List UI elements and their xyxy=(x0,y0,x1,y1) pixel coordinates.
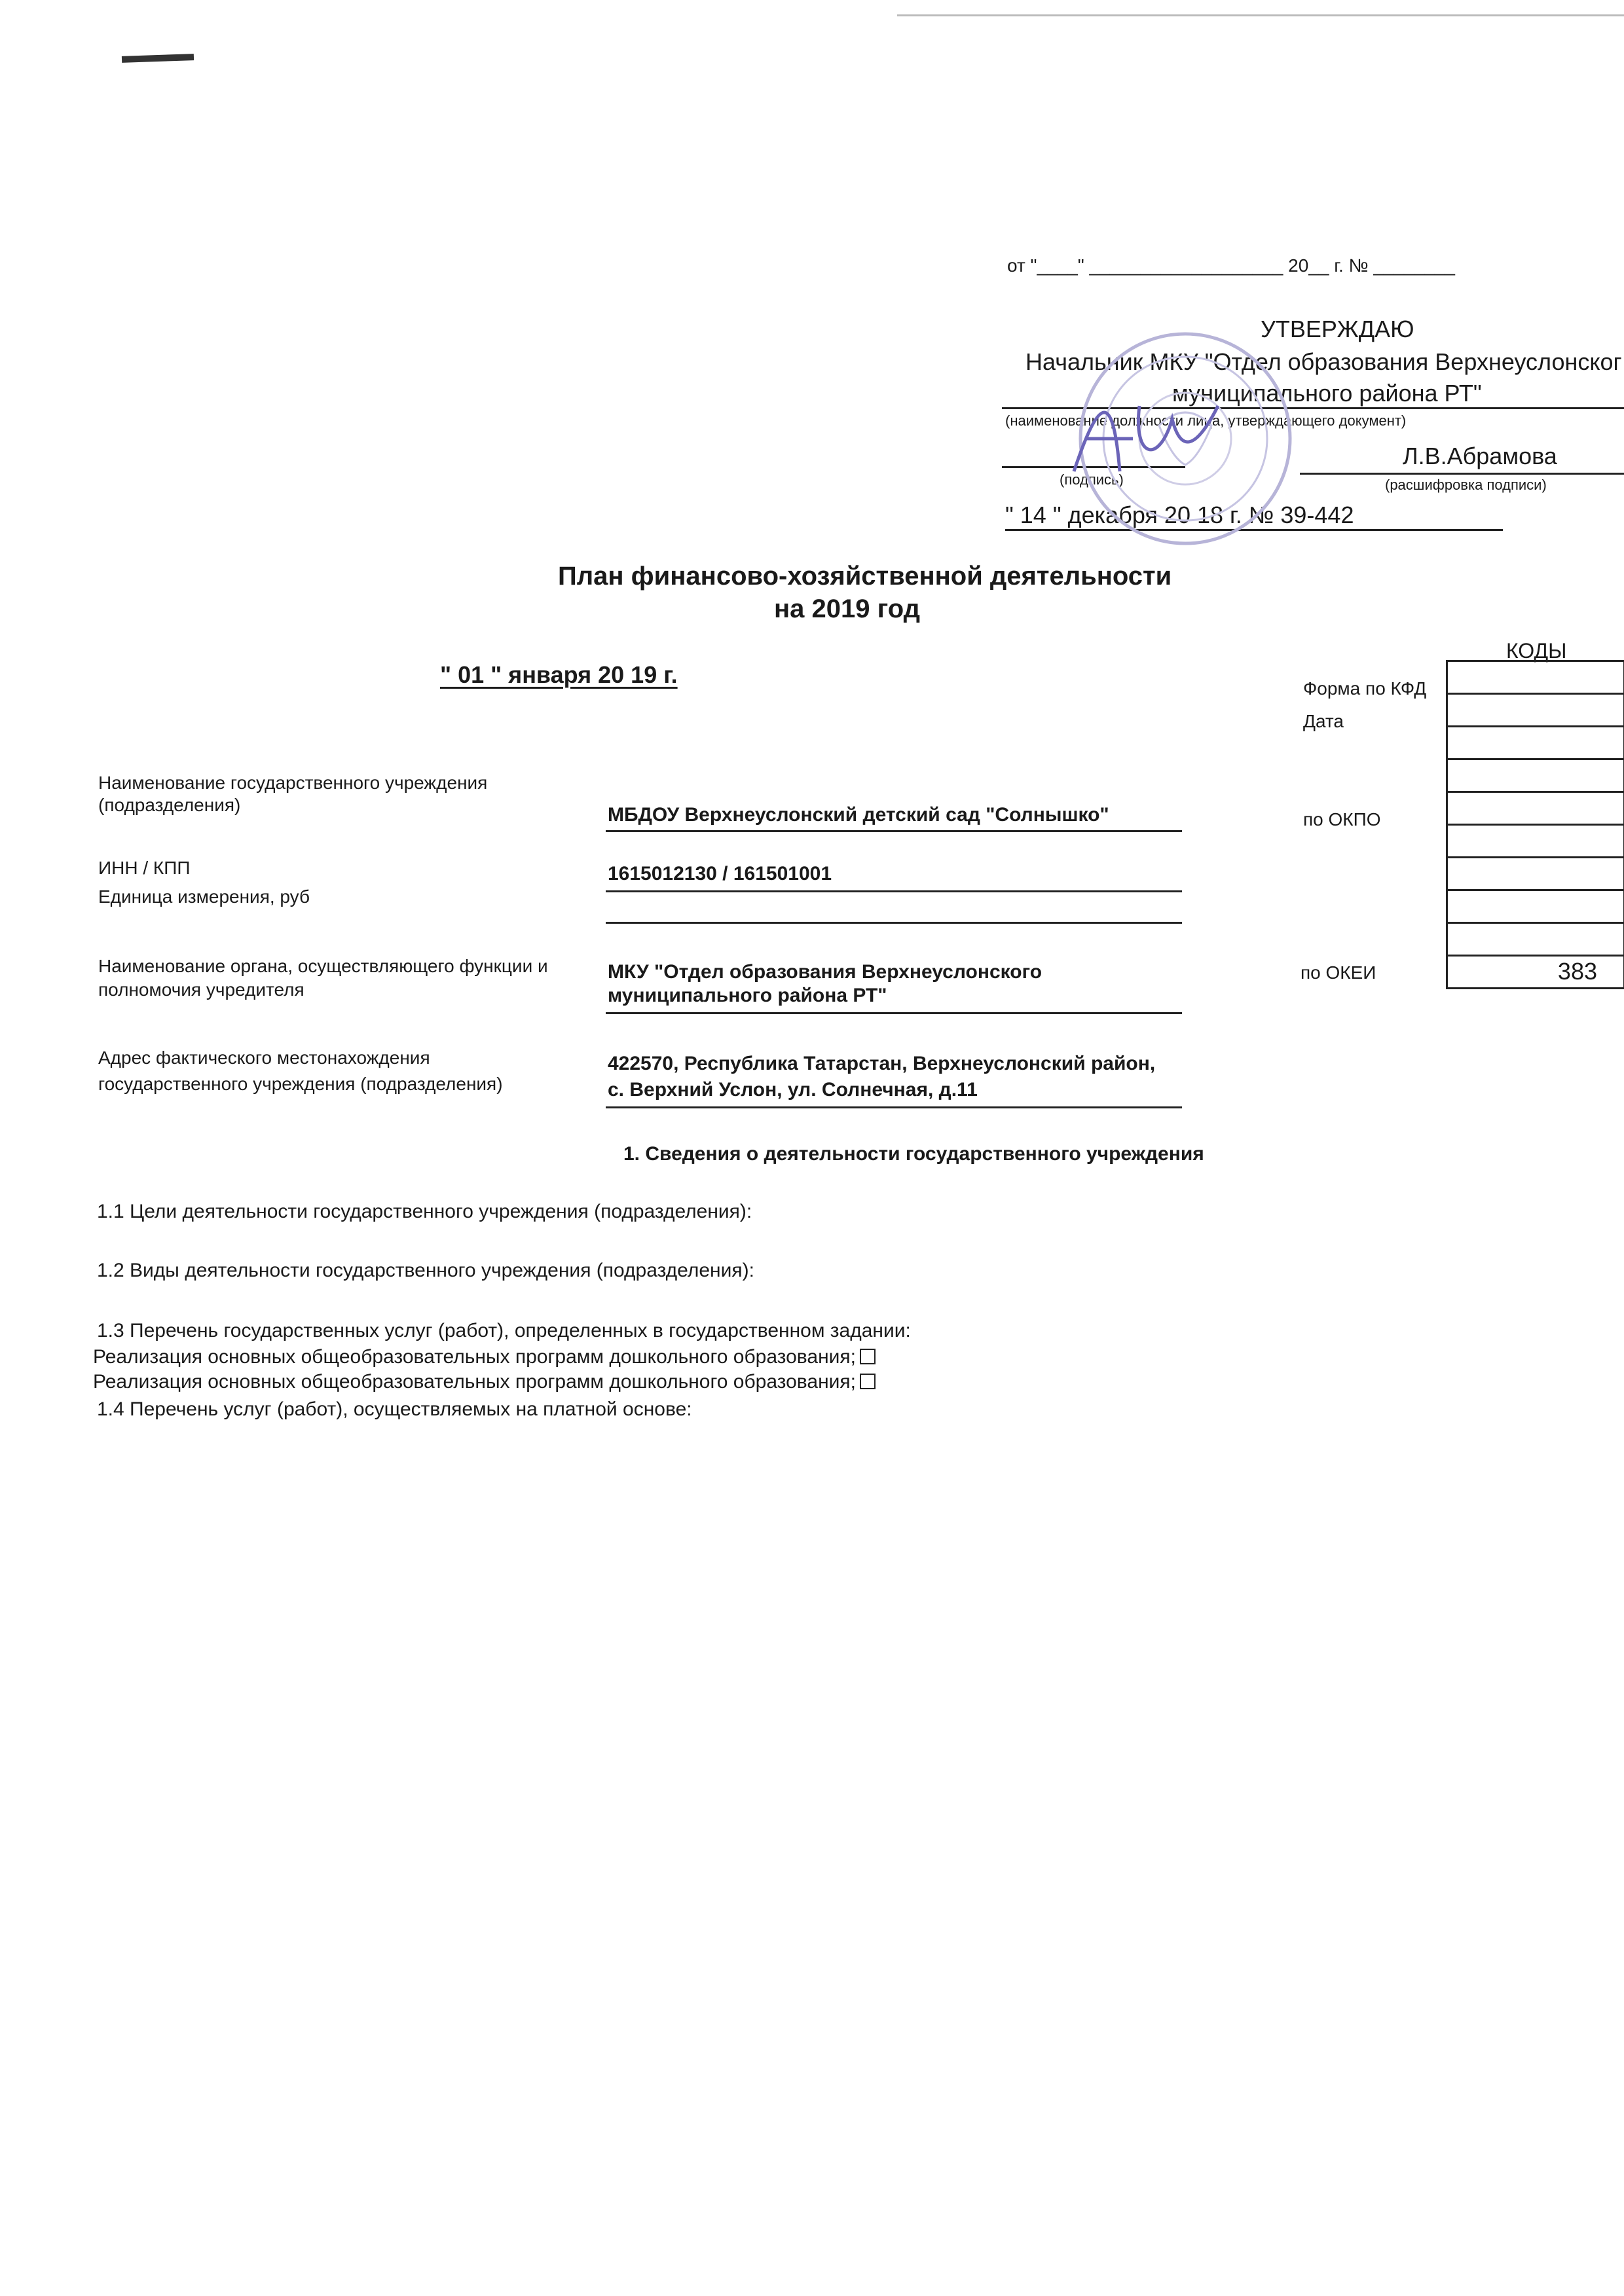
approval-date: " 14 " декабря 20 18 г. № 39-442 xyxy=(1005,501,1354,528)
address-value-line2: с. Верхний Услон, ул. Солнечная, д.11 xyxy=(608,1079,978,1101)
signature-caption: (подпись) xyxy=(1060,471,1124,488)
founder-label-line1: Наименование органа, осуществляющего функции и xyxy=(98,956,548,976)
signer-name-underline xyxy=(1300,473,1624,475)
services-heading: 1.3 Перечень государственных услуг (работ), определенных в государственном задании: xyxy=(97,1320,911,1341)
name-caption: (расшифровка подписи) xyxy=(1385,477,1547,493)
code-cell xyxy=(1446,922,1624,955)
codes-table xyxy=(1446,660,1624,987)
code-cell xyxy=(1446,856,1624,890)
label-form-kfd: Форма по КФД xyxy=(1303,678,1427,699)
code-cell xyxy=(1446,725,1624,759)
institution-label-line2: (подразделения) xyxy=(98,795,241,815)
inn-value: 1615012130 / 161501001 xyxy=(608,863,832,884)
paid-services-line: 1.4 Перечень услуг (работ), осуществляемых на платной основе: xyxy=(97,1398,692,1420)
unit-label: Единица измерения, руб xyxy=(98,886,310,907)
code-cell-date xyxy=(1446,693,1624,726)
document-title-line1: План финансово-хозяйственной деятельности xyxy=(558,562,1172,591)
address-label-line2: государственного учреждения (подразделения) xyxy=(98,1074,503,1094)
section1-heading: 1. Сведения о деятельности государственного учреждения xyxy=(623,1143,1204,1165)
founder-label-line2: полномочия учредителя xyxy=(98,979,304,1000)
service-item xyxy=(93,1371,876,1393)
inn-underline xyxy=(606,890,1182,892)
unit-underline xyxy=(606,922,1182,924)
reference-line: от "____" ___________________ 20__ г. № ________ xyxy=(1007,255,1455,276)
handwritten-signature xyxy=(1061,380,1231,498)
goals-line: 1.1 Цели деятельности государственного учреждения (подразделения): xyxy=(97,1201,752,1222)
checkbox-icon xyxy=(860,1349,876,1364)
signer-name: Л.В.Абрамова xyxy=(1403,443,1557,469)
institution-value: МБДОУ Верхнеуслонский детский сад "Солнышко" xyxy=(608,804,1109,826)
checkbox-icon xyxy=(860,1374,876,1389)
activities-line: 1.2 Виды деятельности государственного учреждения (подразделения): xyxy=(97,1260,754,1281)
okei-value: 383 xyxy=(1557,958,1597,985)
document-title-line2: на 2019 год xyxy=(774,594,921,623)
codes-table-bottom xyxy=(1446,987,1624,989)
code-cell xyxy=(1446,824,1624,857)
address-underline xyxy=(606,1106,1182,1108)
approver-position-line1: Начальник МКУ "Отдел образования Верхнеуслонског xyxy=(1025,348,1622,375)
code-cell xyxy=(1446,889,1624,922)
position-caption: (наименование должности лица, утверждающего документ) xyxy=(1005,412,1407,429)
code-cell xyxy=(1446,758,1624,792)
founder-underline xyxy=(606,1012,1182,1014)
scan-edge-line xyxy=(897,14,1624,16)
institution-underline xyxy=(606,830,1182,832)
codes-header: КОДЫ xyxy=(1506,639,1567,663)
service-item-text: Реализация основных общеобразовательных программ дошкольного образования; xyxy=(93,1371,856,1393)
address-value-line1: 422570, Республика Татарстан, Верхнеуслонский район, xyxy=(608,1053,1156,1074)
approver-position-line2: муниципального района РТ" xyxy=(1172,380,1482,407)
inn-label: ИНН / КПП xyxy=(98,858,191,878)
label-date: Дата xyxy=(1303,711,1344,731)
label-okpo: по ОКПО xyxy=(1303,809,1381,829)
founder-value-line2: муниципального района РТ" xyxy=(608,985,887,1006)
service-item-text: Реализация основных общеобразовательных программ дошкольного образования; xyxy=(93,1346,856,1368)
founder-value-line1: МКУ "Отдел образования Верхнеуслонского xyxy=(608,961,1043,983)
plan-date: " 01 " января 20 19 г. xyxy=(440,661,678,688)
code-cell-okpo xyxy=(1446,791,1624,824)
scan-mark-top-left xyxy=(122,54,194,63)
address-label-line1: Адрес фактического местонахождения xyxy=(98,1048,430,1068)
label-okei: по ОКЕИ xyxy=(1301,962,1376,983)
code-cell-okei xyxy=(1446,955,1624,988)
institution-label-line1: Наименование государственного учреждения xyxy=(98,773,488,793)
code-cell-form xyxy=(1446,660,1624,693)
service-item xyxy=(93,1346,876,1368)
approval-title: УТВЕРЖДАЮ xyxy=(1261,316,1414,342)
